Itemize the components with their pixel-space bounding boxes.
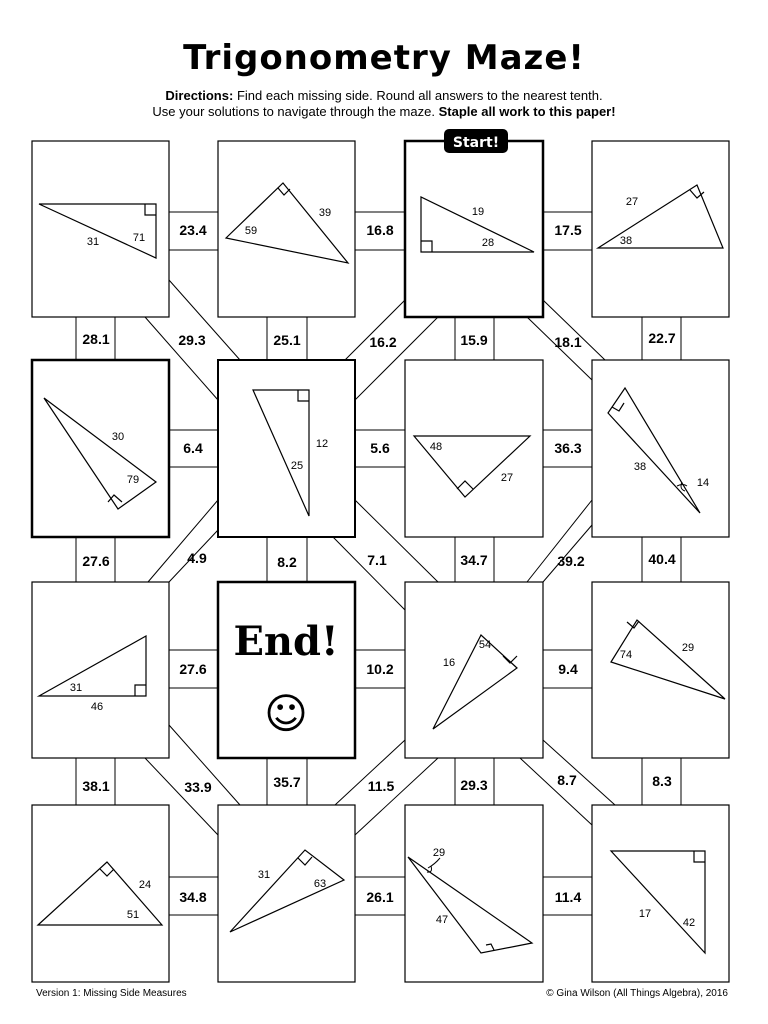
measure-label: 54 xyxy=(478,639,492,651)
directions-label: Directions: xyxy=(165,88,234,103)
answer-label: 5.6 xyxy=(370,440,390,456)
answer-label: 25.1 xyxy=(273,332,301,348)
answer-label: 26.1 xyxy=(366,889,394,905)
answer-label: 17.5 xyxy=(554,222,582,238)
answer-label: 18.1 xyxy=(554,334,582,350)
measure-label: 63 xyxy=(313,878,327,890)
maze-cell xyxy=(32,582,169,758)
measure-label: 27 xyxy=(625,196,639,208)
maze-cell xyxy=(218,141,355,317)
maze-cell xyxy=(405,582,543,758)
measure-label: 24 xyxy=(138,879,152,891)
start-cell xyxy=(405,141,543,317)
footer-version: Version 1: Missing Side Measures xyxy=(36,988,187,999)
answer-label: 33.9 xyxy=(184,779,212,795)
answer-label: 27.6 xyxy=(82,553,110,569)
maze-cell xyxy=(592,805,729,982)
measure-label: 31 xyxy=(257,869,271,881)
maze-cell xyxy=(32,805,169,982)
start-label: Start! xyxy=(452,135,500,151)
measure-label: 38 xyxy=(619,235,633,247)
answer-label: 36.3 xyxy=(554,440,582,456)
answer-label: 11.5 xyxy=(367,778,395,794)
start-badge xyxy=(444,129,508,153)
maze-cell xyxy=(32,360,169,537)
answer-label: 39.2 xyxy=(557,553,585,569)
measure-label: 51 xyxy=(126,909,140,921)
measure-label: 16 xyxy=(442,657,456,669)
answer-label: 7.1 xyxy=(367,552,387,568)
directions-line2: Use your solutions to navigate through the maze. xyxy=(152,104,435,119)
answer-label: 38.1 xyxy=(82,778,110,794)
answer-label: 27.6 xyxy=(179,661,207,677)
measure-label: 59 xyxy=(244,225,258,237)
answer-label: 40.4 xyxy=(648,551,676,567)
maze-cell xyxy=(218,805,355,982)
answer-label: 16.2 xyxy=(369,334,397,350)
answer-label: 8.3 xyxy=(652,773,672,789)
measure-label: 42 xyxy=(682,917,696,929)
answer-label: 23.4 xyxy=(179,222,207,238)
directions-line2-bold: Staple all work to this paper! xyxy=(438,104,616,119)
measure-label: 29 xyxy=(432,847,446,859)
measure-label: 47 xyxy=(435,914,449,926)
answer-label: 22.7 xyxy=(648,330,676,346)
smiley-icon: ☺ xyxy=(264,689,308,738)
measure-label: 29 xyxy=(681,642,695,654)
answer-label: 34.7 xyxy=(460,552,488,568)
footer-copyright: © Gina Wilson (All Things Algebra), 2016 xyxy=(546,988,728,999)
answer-label: 8.7 xyxy=(557,772,577,788)
answer-label: 8.2 xyxy=(277,554,297,570)
measure-label: 28 xyxy=(481,237,495,249)
measure-label: 27 xyxy=(500,472,514,484)
measure-label: 79 xyxy=(126,474,140,486)
measure-label: 39 xyxy=(318,207,332,219)
directions-line1: Find each missing side. Round all answers to the nearest tenth. xyxy=(236,88,603,103)
measure-label: 71 xyxy=(132,232,146,244)
maze-cell xyxy=(405,805,543,982)
page-title: Trigonometry Maze! xyxy=(183,38,585,78)
maze-cell xyxy=(218,360,355,537)
maze-cell xyxy=(592,582,729,758)
answer-label: 16.8 xyxy=(366,222,394,238)
answer-labels xyxy=(82,222,675,905)
measure-label: 12 xyxy=(315,438,329,450)
measure-label: 25 xyxy=(290,460,304,472)
answer-label: 15.9 xyxy=(460,332,488,348)
maze-cell xyxy=(405,360,543,537)
maze-cell xyxy=(592,360,729,537)
measure-label: 48 xyxy=(429,441,443,453)
answer-label: 9.4 xyxy=(558,661,578,677)
maze-cell xyxy=(592,141,729,317)
answer-label: 6.4 xyxy=(183,440,203,456)
measure-label: 19 xyxy=(471,206,485,218)
measure-label: 14 xyxy=(696,477,710,489)
measure-label: 31 xyxy=(69,682,83,694)
measure-label: 38 xyxy=(633,461,647,473)
measure-label: 30 xyxy=(111,431,125,443)
answer-label: 28.1 xyxy=(82,331,110,347)
measure-label: 17 xyxy=(638,908,652,920)
measure-label: 74 xyxy=(619,649,633,661)
answer-label: 34.8 xyxy=(179,889,207,905)
answer-label: 29.3 xyxy=(178,332,206,348)
end-label: End! xyxy=(233,618,339,665)
measure-label: 31 xyxy=(86,236,100,248)
answer-label: 11.4 xyxy=(554,889,582,905)
maze-cell xyxy=(32,141,169,317)
measure-label: 46 xyxy=(90,701,104,713)
answer-label: 29.3 xyxy=(460,777,488,793)
answer-label: 35.7 xyxy=(273,774,301,790)
answer-label: 10.2 xyxy=(366,661,394,677)
answer-label: 4.9 xyxy=(187,550,207,566)
